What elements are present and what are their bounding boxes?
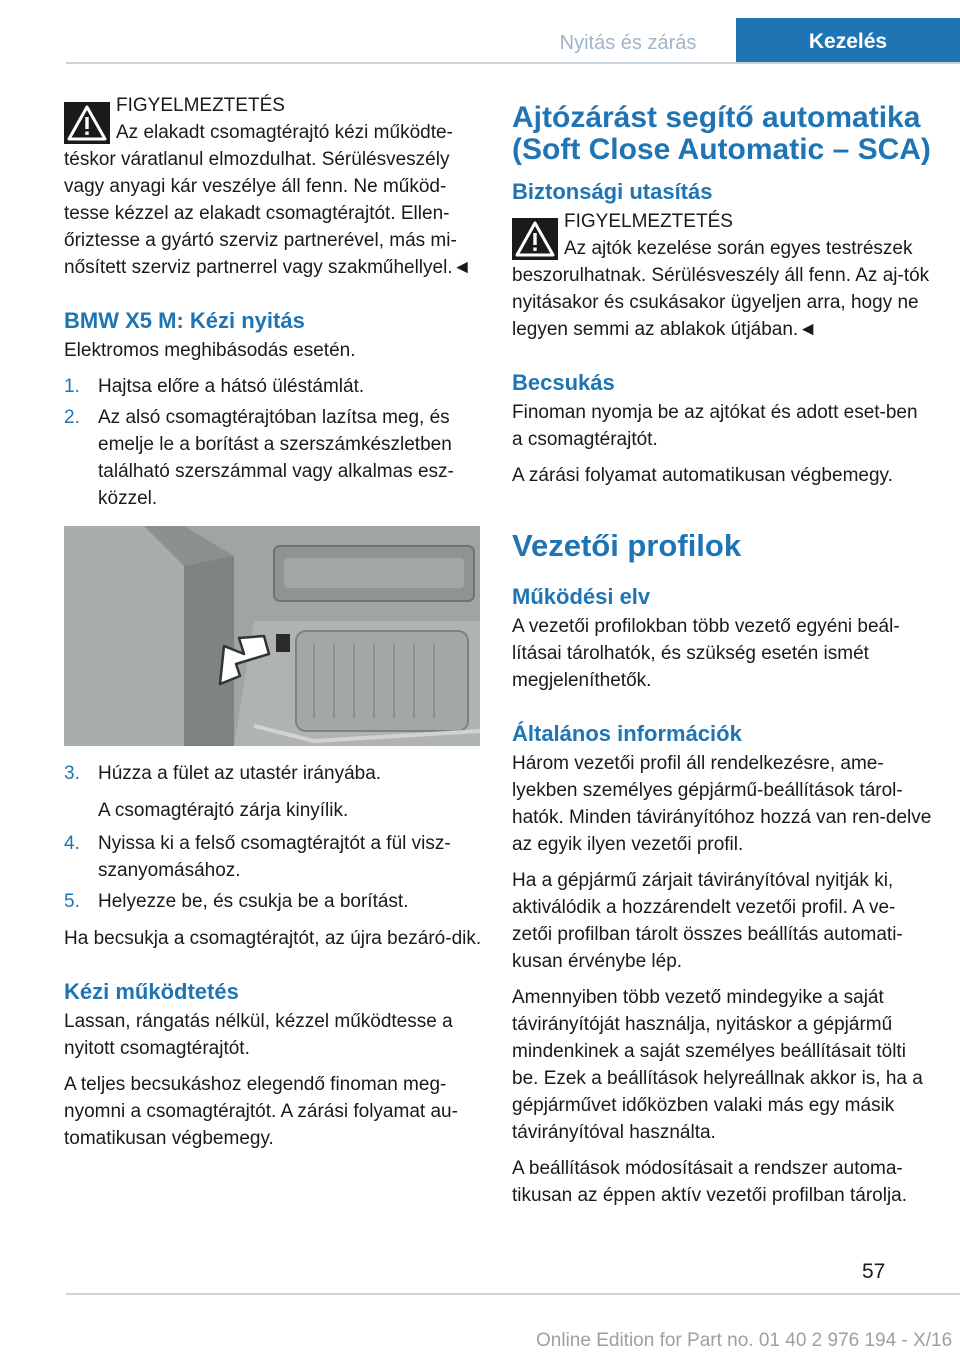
general-paragraph-2: Ha a gépjármű zárjait távirányítóval nyitják ki, aktiválódik a hozzárendelt vezetői profil. A ve-zetői profilban tárolt összes beállítás automati-kusan érvénybe lép. <box>512 870 903 972</box>
warning-triangle-icon <box>64 102 110 144</box>
step-text: Hajtsa előre a hátsó üléstámlát. <box>98 376 365 397</box>
manual-op-paragraph-1: Lassan, rángatás nélkül, kézzel működtesse a nyitott csomagtérajtót. <box>64 1011 453 1059</box>
closing-paragraph-2: A zárási folyamat automatikusan végbemegy. <box>512 465 893 486</box>
step-item <box>64 830 482 884</box>
principle-paragraph: A vezetői profilokban több vezető egyéni beál-lításai tárolhatók, és szükség esetén ismét megjeleníthetők. <box>512 616 900 691</box>
page-number: 57 <box>862 1260 886 1283</box>
step-number: 2. <box>64 407 80 428</box>
left-column <box>64 92 482 1161</box>
steps-list-3 <box>64 830 482 915</box>
step-text: Húzza a fület az utastér irányába. <box>98 763 382 784</box>
warning-first-line: Az ajtók kezelése során egyes testrészek <box>564 238 913 259</box>
warning-triangle-icon <box>512 218 558 260</box>
header-rule <box>66 62 960 64</box>
steps-list-2 <box>64 760 482 787</box>
warning-title: FIGYELMEZTETÉS <box>564 211 733 232</box>
general-paragraph-1: Három vezetői profil áll rendelkezésre, ame-lyekben személyes gépjármű-beállítások tárol-hatók. Minden távirányítóhoz hozzá van ren-delve az egyik ilyen vezetői profil. <box>512 753 932 855</box>
general-paragraph-3: Amennyiben több vezető mindegyike a saját távirányítóját használja, nyitáskor a gépjármű mindenkinek a saját személyes beállításait tölti be. Ezek a beállítások helyreállnak akkor is, ha a gépjárművet időközben valaki más egy másik távirányítóval használta. <box>512 987 923 1143</box>
manual-open-after: Ha becsukja a csomagtérajtót, az újra bezáró-dik. <box>64 928 482 949</box>
right-column <box>512 92 932 1218</box>
step-text: Nyissa ki a felső csomagtérajtót a fül visz-szanyomásához. <box>98 833 451 881</box>
section-heading-sca: Ajtózárást segítő automatika (Soft Close Automatic – SCA) <box>512 101 931 166</box>
manual-open-intro: Elektromos meghibásodás esetén. <box>64 340 356 361</box>
heading-closing: Becsukás <box>512 370 615 395</box>
steps-list <box>64 373 482 512</box>
step-item <box>64 760 482 787</box>
step-number: 5. <box>64 891 80 912</box>
general-paragraph-4: A beállítások módosításait a rendszer automa-tikusan az éppen aktív vezetői profilban tárolja. <box>512 1158 908 1206</box>
heading-general-info: Általános információk <box>512 721 742 746</box>
step-text: Az alsó csomagtérajtóban lazítsa meg, és emelje le a borítást a szerszámkészletben található szerszámmal vagy alkalmas esz-közzel. <box>98 407 454 509</box>
footer-rule <box>66 1293 960 1295</box>
step-number: 3. <box>64 763 80 784</box>
header-section-title: Nyitás és zárás <box>559 32 697 54</box>
section-heading-driver-profiles: Vezetői profilok <box>512 528 742 563</box>
heading-safety: Biztonsági utasítás <box>512 179 713 204</box>
warning-text: téskor váratlanul elmozdulhat. Sérülésveszély vagy anyagi kár veszélye áll fenn. Ne működ-tesse kézzel az elakadt csomagtérajtót. Ellen-őriztesse a gyártó szerviz partnerével, más mi-nősített szerviz partnerrel vagy szakműhellyel.◄ <box>64 149 472 278</box>
warning-text: beszorulhatnak. Sérülésveszély áll fenn. Az aj-tók nyitásakor és csukásakor ügyeljen arra, hogy ne legyen semmi az ablakok útjában.◄ <box>512 265 930 340</box>
warning-first-line: Az elakadt csomagtérajtó kézi működte- <box>116 122 453 143</box>
step-item <box>64 373 482 400</box>
closing-paragraph-1: Finoman nyomja be az ajtókat és adott eset-ben a csomagtérajtót. <box>512 402 918 450</box>
header-tab-kezeles: Kezelés <box>736 18 960 62</box>
trunk-illustration <box>64 526 480 746</box>
step-text: Helyezze be, és csukja be a borítást. <box>98 891 409 912</box>
heading-principle: Működési elv <box>512 584 651 609</box>
warning-box-tailgate <box>64 92 482 281</box>
section-heading-manual-open: BMW X5 M: Kézi nyitás <box>64 308 305 333</box>
warning-title: FIGYELMEZTETÉS <box>116 95 285 116</box>
step-number: 4. <box>64 833 80 854</box>
warning-box-doors <box>512 208 932 343</box>
step-item <box>64 888 482 915</box>
manual-op-paragraph-2: A teljes becsukáshoz elegendő finoman meg-nyomni a csomagtérajtót. A zárási folyamat au-tomatikusan végbemegy. <box>64 1074 458 1149</box>
section-heading-manual-operation: Kézi működtetés <box>64 979 239 1004</box>
step-item <box>64 404 482 512</box>
step-3-result: A csomagtérajtó zárja kinyílik. <box>98 800 349 821</box>
step-number: 1. <box>64 376 80 397</box>
footer-edition: Online Edition for Part no. 01 40 2 976 194 - X/16 <box>536 1330 953 1351</box>
